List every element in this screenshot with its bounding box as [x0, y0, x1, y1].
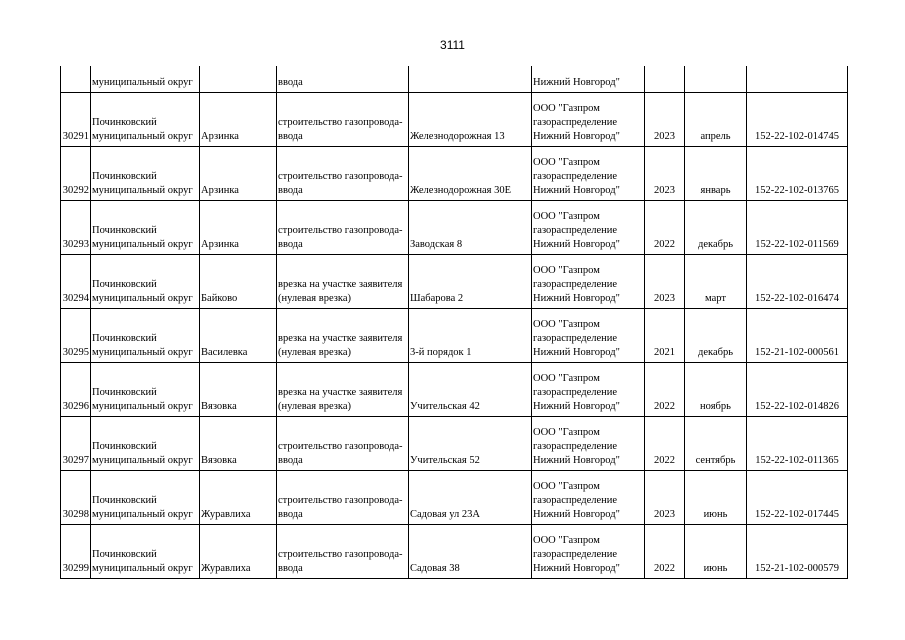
- table-row: [61, 524, 848, 578]
- cell-org-line: газораспределение: [533, 386, 618, 398]
- cell-org: [532, 470, 645, 524]
- cell-work-line: ввода: [278, 562, 303, 574]
- gas-connections-table: [60, 66, 848, 579]
- cell-org-line: ООО "Газпром: [533, 426, 600, 438]
- cell-org: [532, 146, 645, 200]
- cell-org-line: Нижний Новгород": [533, 184, 620, 196]
- cell-work: [277, 524, 409, 578]
- cell-month: июнь: [685, 524, 747, 578]
- cell-num: [61, 66, 91, 92]
- cell-month: июнь: [685, 470, 747, 524]
- cell-org-line: газораспределение: [533, 332, 618, 344]
- cell-area-line: муниципальный округ: [92, 454, 193, 466]
- cell-org-line: газораспределение: [533, 116, 618, 128]
- cell-work-line: ввода: [278, 130, 303, 142]
- cell-address: Заводская 8: [409, 200, 532, 254]
- table-row: [61, 308, 848, 362]
- cell-code: 152-21-102-000561: [747, 308, 848, 362]
- cell-area: [91, 524, 200, 578]
- cell-address: Железнодорожная 13: [409, 92, 532, 146]
- cell-settlement: Арзинка: [200, 92, 277, 146]
- cell-work-line: строительство газопровода-: [278, 548, 403, 560]
- cell-work-line: (нулевая врезка): [278, 400, 351, 412]
- cell-org-line: Нижний Новгород": [533, 562, 620, 574]
- table-row: [61, 362, 848, 416]
- cell-area: [91, 470, 200, 524]
- cell-work: [277, 200, 409, 254]
- cell-area: [91, 200, 200, 254]
- cell-org: [532, 200, 645, 254]
- cell-area-line: муниципальный округ: [92, 508, 193, 520]
- cell-year: 2023: [645, 470, 685, 524]
- cell-org-line: ООО "Газпром: [533, 534, 600, 546]
- cell-year: 2023: [645, 146, 685, 200]
- table-body: [61, 66, 848, 578]
- cell-org: [532, 416, 645, 470]
- cell-area-line: муниципальный округ: [92, 292, 193, 304]
- cell-org-line: Нижний Новгород": [533, 508, 620, 520]
- cell-address: 3-й порядок 1: [409, 308, 532, 362]
- cell-org-line: ООО "Газпром: [533, 156, 600, 168]
- cell-work: [277, 92, 409, 146]
- cell-work-line: строительство газопровода-: [278, 116, 403, 128]
- cell-org-line: ООО "Газпром: [533, 318, 600, 330]
- cell-area-line: муниципальный округ: [92, 400, 193, 412]
- cell-area-line: Починковский: [92, 494, 157, 506]
- cell-settlement: Василевка: [200, 308, 277, 362]
- cell-area-line: муниципальный округ: [92, 562, 193, 574]
- cell-settlement: Журавлиха: [200, 470, 277, 524]
- cell-org-line: Нижний Новгород": [533, 454, 620, 466]
- cell-code: 152-21-102-000579: [747, 524, 848, 578]
- cell-org-line: ООО "Газпром: [533, 480, 600, 492]
- cell-work: [277, 362, 409, 416]
- cell-code: 152-22-102-016474: [747, 254, 848, 308]
- cell-org: [532, 524, 645, 578]
- cell-work-line: врезка на участке заявителя: [278, 278, 403, 290]
- cell-org-line: Нижний Новгород": [533, 400, 620, 412]
- cell-num: 30293: [61, 200, 91, 254]
- cell-org-line: Нижний Новгород": [533, 292, 620, 304]
- cell-settlement: Вязовка: [200, 362, 277, 416]
- cell-work-line: (нулевая врезка): [278, 292, 351, 304]
- cell-code: 152-22-102-014745: [747, 92, 848, 146]
- cell-year: 2022: [645, 416, 685, 470]
- cell-year: 2023: [645, 254, 685, 308]
- cell-year: 2021: [645, 308, 685, 362]
- cell-month: [685, 66, 747, 92]
- cell-address: Шабарова 2: [409, 254, 532, 308]
- table-row: [61, 254, 848, 308]
- cell-settlement: Байково: [200, 254, 277, 308]
- cell-work-line: ввода: [278, 184, 303, 196]
- cell-work: [277, 470, 409, 524]
- cell-num: 30294: [61, 254, 91, 308]
- cell-area-line: Починковский: [92, 386, 157, 398]
- cell-month: март: [685, 254, 747, 308]
- cell-org: [532, 362, 645, 416]
- cell-address: [409, 66, 532, 92]
- cell-area-line: муниципальный округ: [92, 130, 193, 142]
- cell-work: [277, 416, 409, 470]
- cell-area-line: Починковский: [92, 278, 157, 290]
- cell-code: 152-22-102-011569: [747, 200, 848, 254]
- table-row: [61, 470, 848, 524]
- cell-num: 30291: [61, 92, 91, 146]
- cell-org-line: Нижний Новгород": [533, 130, 620, 142]
- page-number: 3111: [440, 38, 465, 52]
- cell-work-line: врезка на участке заявителя: [278, 332, 403, 344]
- cell-org: [532, 254, 645, 308]
- cell-year: 2022: [645, 362, 685, 416]
- cell-org-line: газораспределение: [533, 548, 618, 560]
- cell-org: [532, 92, 645, 146]
- cell-year: 2022: [645, 200, 685, 254]
- cell-month: январь: [685, 146, 747, 200]
- cell-work-line: ввода: [278, 238, 303, 250]
- cell-area: [91, 362, 200, 416]
- cell-work-line: врезка на участке заявителя: [278, 386, 403, 398]
- cell-area: [91, 416, 200, 470]
- cell-settlement: Арзинка: [200, 200, 277, 254]
- cell-num: 30299: [61, 524, 91, 578]
- table-row: [61, 416, 848, 470]
- table-row: [61, 92, 848, 146]
- cell-settlement: [200, 66, 277, 92]
- cell-work-line: ввода: [278, 508, 303, 520]
- table-row: [61, 146, 848, 200]
- cell-address: Учительская 52: [409, 416, 532, 470]
- cell-work-line: строительство газопровода-: [278, 494, 403, 506]
- cell-org-line: газораспределение: [533, 278, 618, 290]
- cell-area: [91, 254, 200, 308]
- cell-org: Нижний Новгород": [532, 66, 645, 92]
- table-row-continued: [61, 66, 848, 92]
- cell-area-line: муниципальный округ: [92, 346, 193, 358]
- cell-org-line: ООО "Газпром: [533, 264, 600, 276]
- cell-org-line: газораспределение: [533, 494, 618, 506]
- cell-work-line: строительство газопровода-: [278, 224, 403, 236]
- cell-org-line: газораспределение: [533, 224, 618, 236]
- cell-num: 30298: [61, 470, 91, 524]
- cell-area-line: Починковский: [92, 116, 157, 128]
- cell-org-line: ООО "Газпром: [533, 372, 600, 384]
- cell-address: Садовая ул 23А: [409, 470, 532, 524]
- cell-num: 30295: [61, 308, 91, 362]
- cell-work: ввода: [277, 66, 409, 92]
- table-row: [61, 200, 848, 254]
- cell-work-line: (нулевая врезка): [278, 346, 351, 358]
- cell-settlement: Журавлиха: [200, 524, 277, 578]
- cell-work-line: ввода: [278, 454, 303, 466]
- cell-settlement: Вязовка: [200, 416, 277, 470]
- cell-code: 152-22-102-017445: [747, 470, 848, 524]
- cell-address: Учительская 42: [409, 362, 532, 416]
- cell-work: [277, 308, 409, 362]
- cell-area-line: Починковский: [92, 440, 157, 452]
- cell-year: [645, 66, 685, 92]
- cell-org-line: ООО "Газпром: [533, 210, 600, 222]
- cell-org-line: газораспределение: [533, 440, 618, 452]
- cell-area-line: муниципальный округ: [92, 238, 193, 250]
- cell-month: сентябрь: [685, 416, 747, 470]
- cell-code: 152-22-102-011365: [747, 416, 848, 470]
- cell-area-line: Починковский: [92, 224, 157, 236]
- cell-area-line: Починковский: [92, 332, 157, 344]
- cell-org-line: Нижний Новгород": [533, 346, 620, 358]
- cell-address: Железнодорожная 30Е: [409, 146, 532, 200]
- cell-work: [277, 146, 409, 200]
- cell-code: 152-22-102-013765: [747, 146, 848, 200]
- cell-area-line: Починковский: [92, 548, 157, 560]
- cell-area: [91, 146, 200, 200]
- cell-month: декабрь: [685, 200, 747, 254]
- cell-year: 2023: [645, 92, 685, 146]
- cell-code: [747, 66, 848, 92]
- cell-num: 30297: [61, 416, 91, 470]
- cell-area-line: Починковский: [92, 170, 157, 182]
- cell-code: 152-22-102-014826: [747, 362, 848, 416]
- cell-area: муниципальный округ: [91, 66, 200, 92]
- cell-settlement: Арзинка: [200, 146, 277, 200]
- cell-area: [91, 308, 200, 362]
- cell-num: 30296: [61, 362, 91, 416]
- cell-work-line: строительство газопровода-: [278, 170, 403, 182]
- cell-month: декабрь: [685, 308, 747, 362]
- cell-area: [91, 92, 200, 146]
- cell-org: [532, 308, 645, 362]
- cell-address: Садовая 38: [409, 524, 532, 578]
- cell-org-line: ООО "Газпром: [533, 102, 600, 114]
- cell-org-line: Нижний Новгород": [533, 238, 620, 250]
- cell-area-line: муниципальный округ: [92, 184, 193, 196]
- cell-year: 2022: [645, 524, 685, 578]
- cell-work: [277, 254, 409, 308]
- cell-month: ноябрь: [685, 362, 747, 416]
- cell-num: 30292: [61, 146, 91, 200]
- cell-work-line: строительство газопровода-: [278, 440, 403, 452]
- cell-month: апрель: [685, 92, 747, 146]
- cell-org-line: газораспределение: [533, 170, 618, 182]
